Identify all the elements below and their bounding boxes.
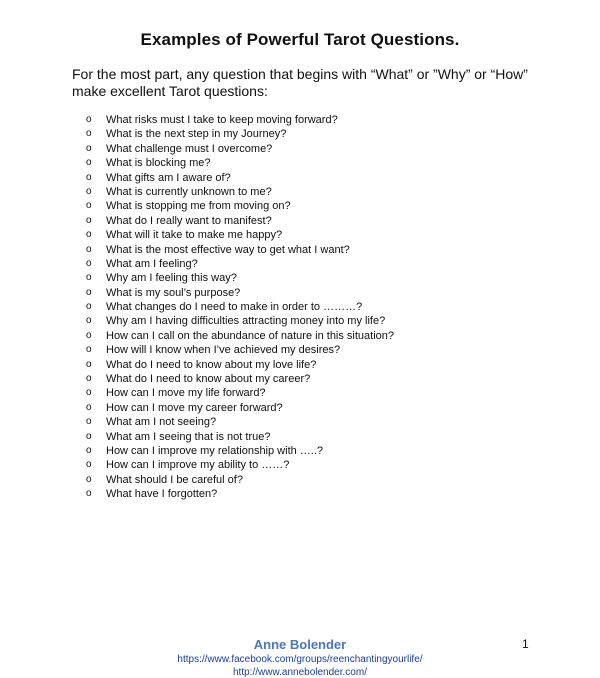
question-item	[0, 286, 600, 300]
question-item	[0, 372, 600, 386]
page-number: 1	[522, 637, 529, 651]
intro-paragraph: For the most part, any question that begins with “What” or ”Why” or “How” make excellent Tarot questions:	[72, 66, 528, 99]
bullet-icon: o	[86, 488, 92, 500]
bullet-icon: o	[86, 430, 92, 442]
bullet-icon: o	[86, 373, 92, 385]
question-text: What do I really want to manifest?	[106, 214, 272, 227]
bullet-icon: o	[86, 401, 92, 413]
bullet-icon: o	[86, 473, 92, 485]
question-item	[0, 458, 600, 472]
question-item	[0, 487, 600, 501]
bullet-icon: o	[86, 272, 92, 284]
bullet-icon: o	[86, 301, 92, 313]
question-text: How can I improve my ability to ……?	[106, 459, 290, 472]
bullet-icon: o	[86, 114, 92, 125]
question-text: What do I need to know about my career?	[106, 373, 311, 386]
question-text: What is the most effective way to get what I want?	[106, 243, 350, 256]
question-item	[0, 401, 600, 415]
question-item	[0, 430, 600, 444]
question-text: How can I move my career forward?	[106, 401, 283, 414]
question-text: Why am I having difficulties attracting money into my life?	[106, 315, 386, 328]
footer-author: Anne Bolender	[253, 637, 347, 652]
question-text: What have I forgotten?	[106, 488, 218, 501]
question-text: What will it take to make me happy?	[106, 229, 283, 242]
bullet-icon: o	[86, 157, 92, 169]
question-text: What is my soul’s purpose?	[106, 286, 241, 299]
question-item	[0, 271, 600, 285]
bullet-icon: o	[86, 286, 92, 298]
facebook-link[interactable]: https://www.facebook.com/groups/reenchantingyourlife/	[177, 654, 423, 665]
bullet-icon: o	[86, 200, 92, 212]
question-item	[0, 343, 600, 357]
question-item	[0, 444, 600, 458]
question-item	[0, 185, 600, 199]
bullet-icon: o	[86, 387, 92, 399]
question-item	[0, 300, 600, 314]
question-text: How can I improve my relationship with …..?	[106, 444, 324, 457]
question-text: What is stopping me from moving on?	[106, 200, 291, 213]
bullet-icon: o	[86, 257, 92, 269]
bullet-icon: o	[86, 142, 92, 154]
question-text: What am I not seeing?	[106, 416, 217, 429]
bullet-icon: o	[86, 416, 92, 428]
question-text: What is currently unknown to me?	[106, 185, 272, 198]
question-text: How can I call on the abundance of nature in this situation?	[106, 329, 395, 342]
question-item	[0, 171, 600, 185]
question-item	[0, 243, 600, 257]
question-text: What is blocking me?	[106, 157, 211, 170]
question-text: What changes do I need to make in order to ………?	[106, 301, 363, 314]
bullet-icon: o	[86, 444, 92, 456]
question-item	[0, 473, 600, 487]
bullet-icon: o	[86, 315, 92, 327]
question-text: What gifts am I aware of?	[106, 171, 231, 184]
bullet-icon: o	[86, 344, 92, 356]
question-item	[0, 415, 600, 429]
bullet-icon: o	[86, 185, 92, 197]
question-item	[0, 142, 600, 156]
question-item	[0, 358, 600, 372]
bullet-icon: o	[86, 229, 92, 241]
question-item	[0, 113, 600, 127]
question-text: What should I be careful of?	[106, 473, 243, 486]
question-text: What is the next step in my Journey?	[106, 128, 287, 141]
bullet-icon: o	[86, 171, 92, 183]
website-link[interactable]: http://www.annebolender.com/	[233, 667, 367, 678]
question-text: What do I need to know about my love life?	[106, 358, 317, 371]
question-item	[0, 214, 600, 228]
bullet-icon: o	[86, 459, 92, 471]
question-item	[0, 386, 600, 400]
question-item	[0, 257, 600, 271]
question-text: What challenge must I overcome?	[106, 142, 273, 155]
bullet-icon: o	[86, 243, 92, 255]
question-text: How can I move my life forward?	[106, 387, 266, 400]
question-text: What am I feeling?	[106, 257, 198, 270]
bullet-icon: o	[86, 214, 92, 226]
bullet-icon: o	[86, 329, 92, 341]
question-text: Why am I feeling this way?	[106, 272, 237, 285]
bullet-icon: o	[86, 358, 92, 370]
question-text: What risks must I take to keep moving forward?	[106, 114, 338, 126]
question-item	[0, 228, 600, 242]
question-item	[0, 314, 600, 328]
bullet-icon: o	[86, 128, 92, 140]
question-text: How will I know when I’ve achieved my desires?	[106, 344, 341, 357]
question-item	[0, 127, 600, 141]
page-title: Examples of Powerful Tarot Questions.	[140, 30, 460, 49]
question-list	[0, 113, 600, 502]
question-text: What am I seeing that is not true?	[106, 430, 271, 443]
question-item	[0, 199, 600, 213]
question-item	[0, 156, 600, 170]
question-item	[0, 329, 600, 343]
